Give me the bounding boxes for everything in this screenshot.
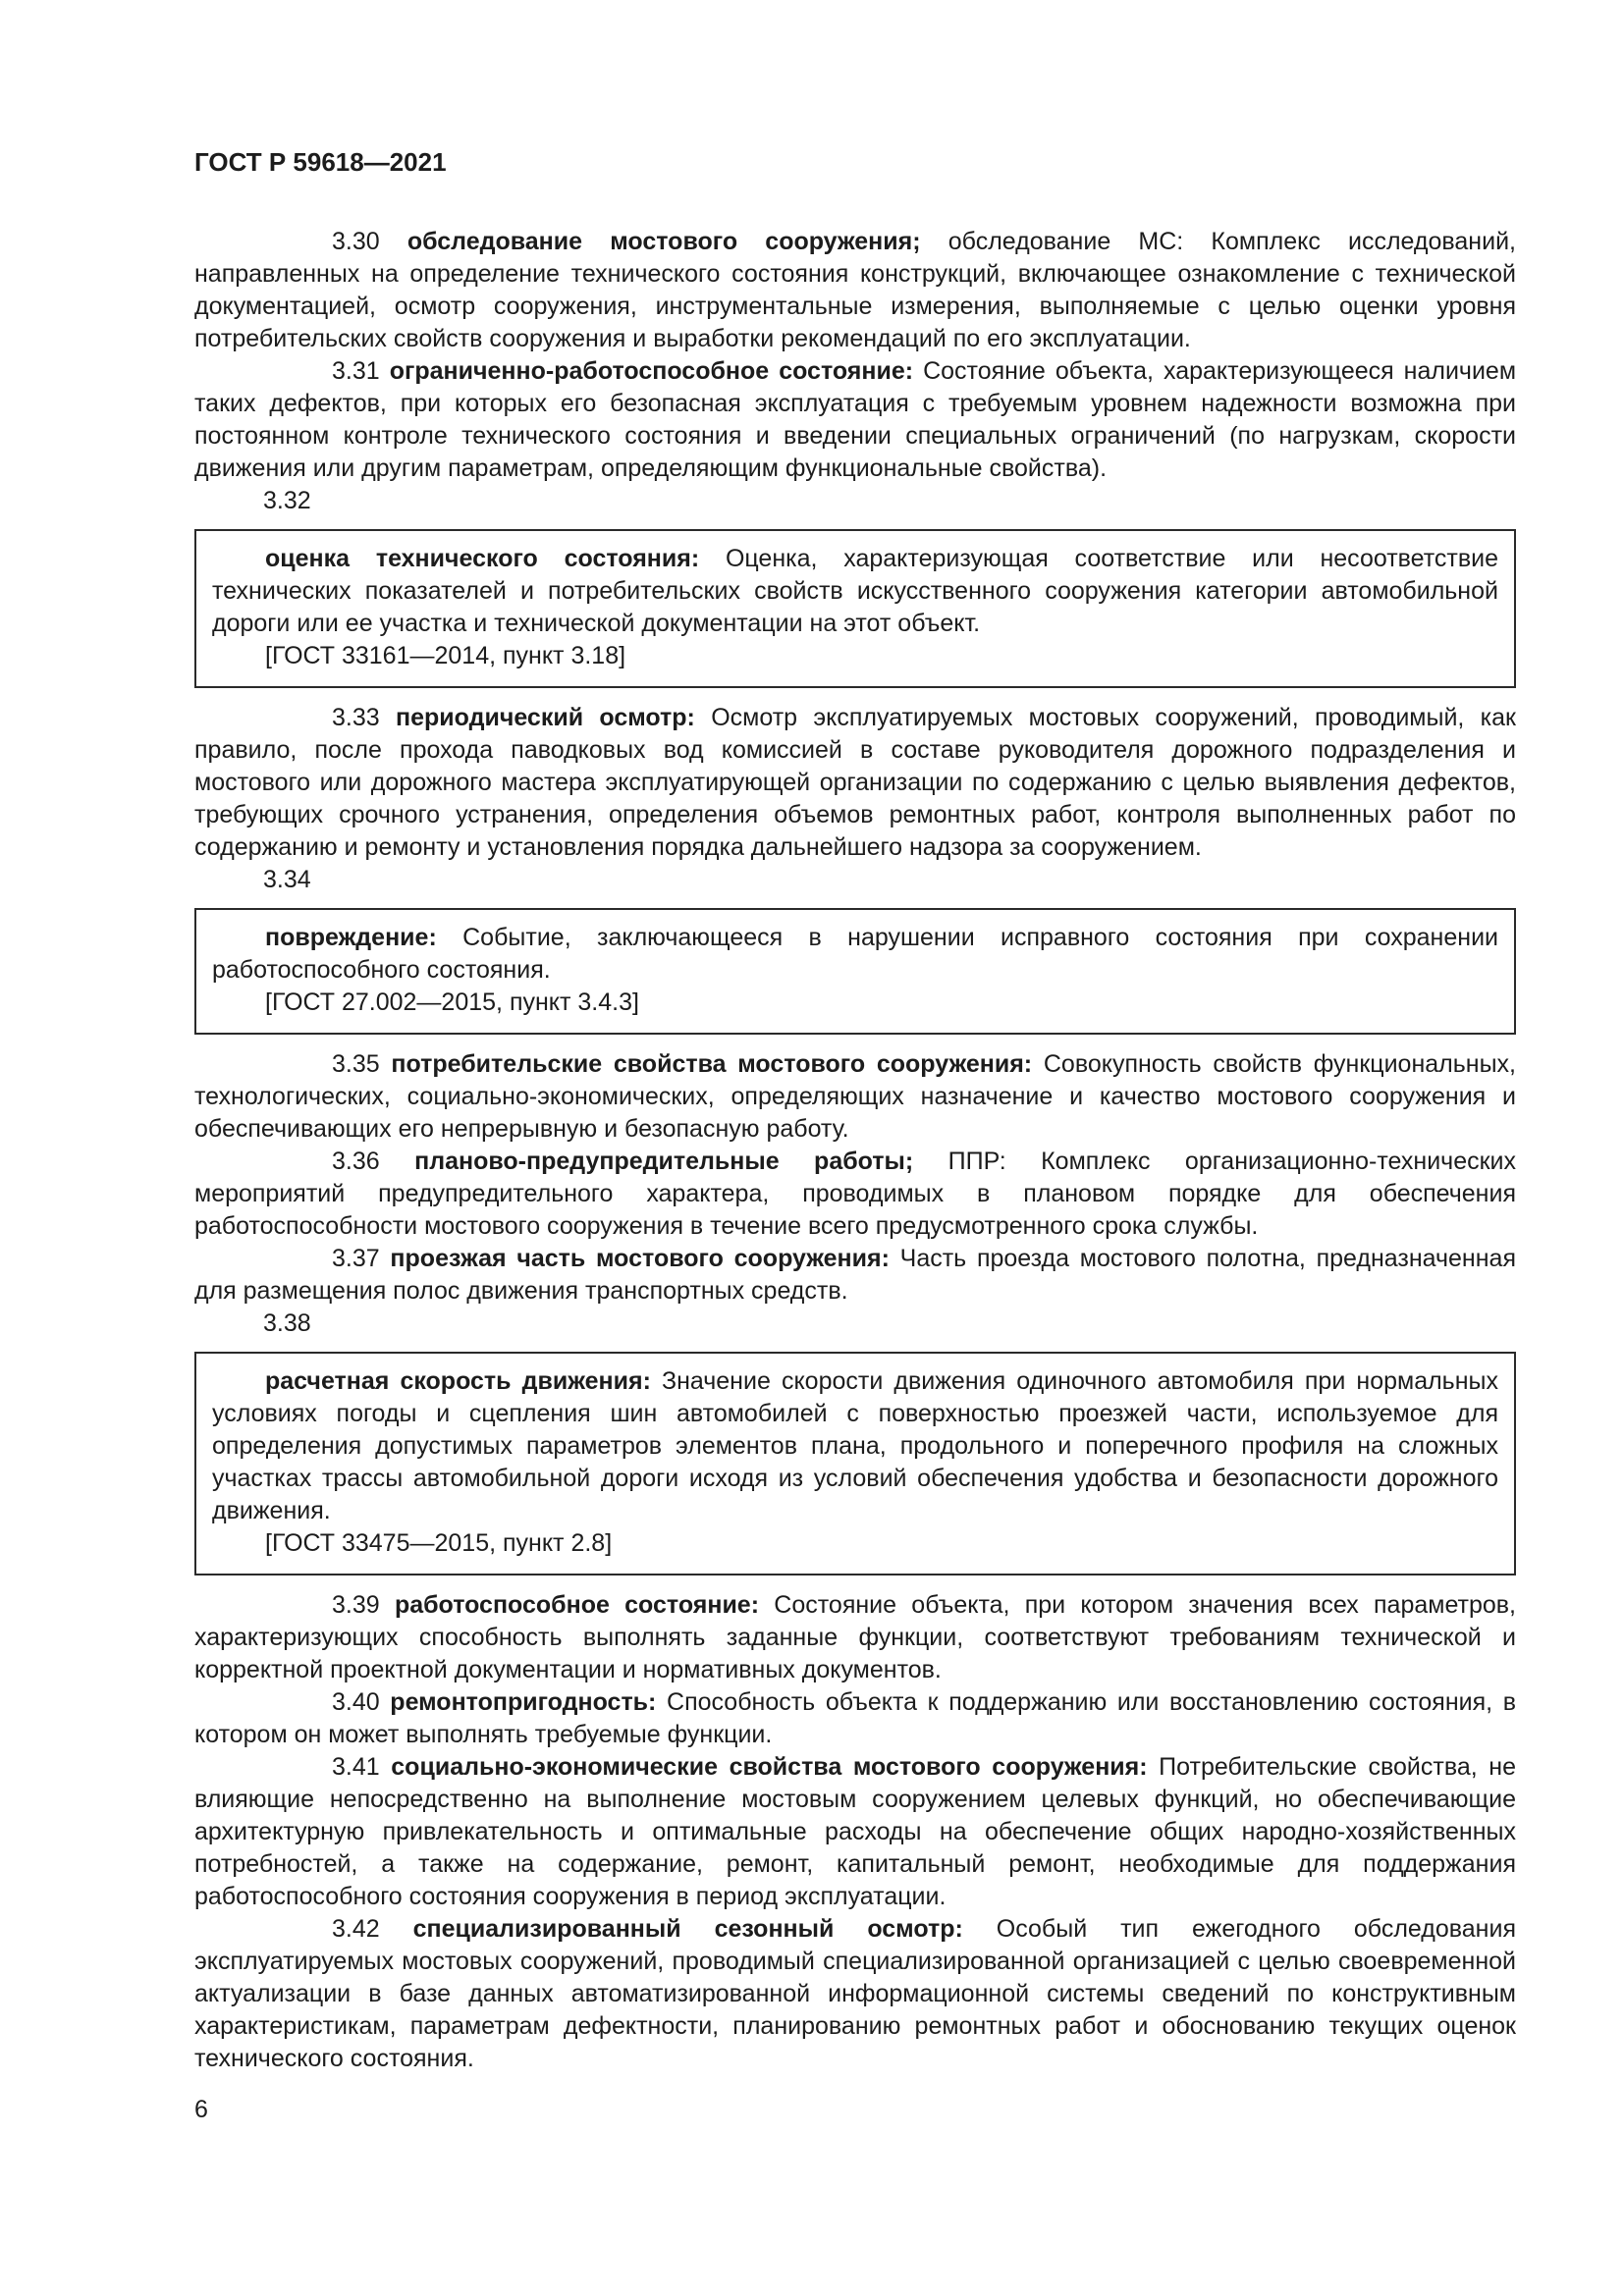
- entry-number: 3.36: [332, 1148, 380, 1175]
- source-reference: [ГОСТ 27.002—2015, пункт 3.4.3]: [265, 988, 639, 1016]
- entry-term: потребительские свойства мостового сооружения:: [391, 1050, 1033, 1078]
- quoted-term-box-3-34: [194, 908, 1516, 1035]
- term-entry-3-31: [194, 355, 1516, 485]
- entry-term: расчетная скорость движения:: [265, 1367, 651, 1395]
- entry-number: 3.42: [332, 1915, 380, 1943]
- entry-definition: ППР: Комплекс организационно-технических мероприятий предупредительного характера, проводимых в плановом порядке для обеспечения работоспособности мостового сооружения в течение всего предусмотренного срока службы.: [194, 1148, 1516, 1240]
- page-number: 6: [194, 2096, 208, 2123]
- entry-definition: Значение скорости движения одиночного автомобиля при нормальных условиях погоды и сцепления шин автомобилей с поверхностью проезжей части, используемое для определения допустимых параметров элементов плана, продольного и поперечного профиля на сложных участках трассы автомобильной дороги исходя из условий обеспечения удобства и безопасности дорожного движения.: [212, 1367, 1498, 1524]
- entry-term: ремонтопригодность:: [390, 1688, 657, 1716]
- entry-number: 3.40: [332, 1688, 380, 1716]
- entry-definition: Потребительские свойства, не влияющие непосредственно на выполнение мостовым сооружением целевых функций, но обеспечивающие архитектурную привлекательность и оптимальные расходы на обеспечение общих народно-хозяйственных потребностей, а также на содержание, ремонт, капитальный ремонт, необходимые для поддержания работоспособного состояния сооружения в период эксплуатации.: [194, 1753, 1516, 1910]
- term-entry-3-30: [194, 226, 1516, 355]
- term-entry-3-36: [194, 1146, 1516, 1243]
- entry-definition: Осмотр эксплуатируемых мостовых сооружений, проводимый, как правило, после прохода паводковых вод комиссией в составе руководителя дорожного подразделения и мостового или дорожного мастера эксплуатирующей организации по содержанию с целью выявления дефектов, требующих срочного устранения, определения объемов ремонтных работ, контроля выполненных работ по содержанию и ремонту и установления порядка дальнейшего надзора за сооружением.: [194, 704, 1516, 861]
- entry-number: 3.33: [332, 704, 380, 731]
- entry-term: проезжая часть мостового сооружения:: [390, 1245, 890, 1272]
- term-entry-3-33: [194, 702, 1516, 864]
- quoted-term-box-3-38: [194, 1352, 1516, 1575]
- entry-term: обследование мостового сооружения;: [406, 228, 921, 255]
- term-entry-3-37: [194, 1243, 1516, 1308]
- entry-number: 3.30: [332, 228, 380, 255]
- entry-definition: Событие, заключающееся в нарушении исправного состояния при сохранении работоспособного состояния.: [212, 924, 1498, 984]
- entry-definition: обследование МС: Комплекс исследований, направленных на определение технического состояния конструкций, включающее ознакомление с технической документацией, осмотр сооружения, инструментальные измерения, выполняемые с целью оценки уровня потребительских свойств сооружения и выработки рекомендаций по его эксплуатации.: [194, 228, 1516, 352]
- entry-term: оценка технического состояния:: [265, 545, 700, 572]
- term-entry-3-42: [194, 1913, 1516, 2075]
- quoted-term-box-3-32: [194, 529, 1516, 688]
- term-entry-3-39: [194, 1589, 1516, 1686]
- entry-term: социально-экономические свойства мостового сооружения:: [391, 1753, 1148, 1781]
- standard-designation: ГОСТ Р 59618—2021: [194, 147, 447, 177]
- entry-term: периодический осмотр:: [396, 704, 695, 731]
- term-entry-3-40: [194, 1686, 1516, 1751]
- quoted-definition: [212, 1365, 1498, 1527]
- entry-definition: Совокупность свойств функциональных, технологических, социально-экономических, определяющих назначение и качество мостового сооружения и обеспечивающих его непрерывную и безопасную работу.: [194, 1050, 1516, 1143]
- entry-number: 3.35: [332, 1050, 380, 1078]
- entry-number: 3.41: [332, 1753, 380, 1781]
- entry-number-3-34: 3.34: [263, 866, 311, 893]
- quoted-definition: [212, 543, 1498, 640]
- terms-list: [194, 226, 1516, 2075]
- entry-number-3-38: 3.38: [263, 1309, 311, 1337]
- entry-number-3-32: 3.32: [263, 487, 311, 514]
- entry-definition: Особый тип ежегодного обследования эксплуатируемых мостовых сооружений, проводимый специализированной организацией с целью своевременной актуализации в базе данных автоматизированной информационной системы сведений по конструктивным характеристикам, параметрам дефектности, планированию ремонтных работ и обоснованию текущих оценок технического состояния.: [194, 1915, 1516, 2072]
- entry-number: 3.31: [332, 357, 380, 385]
- term-entry-3-41: [194, 1751, 1516, 1913]
- entry-term: специализированный сезонный осмотр:: [412, 1915, 963, 1943]
- entry-number: 3.39: [332, 1591, 380, 1619]
- entry-definition: Способность объекта к поддержанию или восстановлению состояния, в котором он может выполнять требуемые функции.: [194, 1688, 1516, 1748]
- entry-definition: Состояние объекта, при котором значения всех параметров, характеризующих способность выполнять заданные функции, соответствуют требованиям технической и корректной проектной документации и нормативных документов.: [194, 1591, 1517, 1683]
- source-reference: [ГОСТ 33475—2015, пункт 2.8]: [265, 1529, 613, 1557]
- entry-term: ограниченно-работоспособное состояние:: [389, 357, 914, 385]
- source-reference: [ГОСТ 33161—2014, пункт 3.18]: [265, 642, 626, 669]
- entry-definition: Состояние объекта, характеризующееся наличием таких дефектов, при которых его безопасная эксплуатация с требуемым уровнем надежности возможна при постоянном контроле технического состояния и введении специальных ограничений (по нагрузкам, скорости движения или другим параметрам, определяющим функциональные свойства).: [194, 357, 1517, 482]
- entry-definition: Часть проезда мостового полотна, предназначенная для размещения полос движения транспортных средств.: [194, 1245, 1516, 1305]
- term-entry-3-35: [194, 1048, 1516, 1146]
- entry-number: 3.37: [332, 1245, 380, 1272]
- entry-definition: Оценка, характеризующая соответствие или несоответствие технических показателей и потребительских свойств искусственного сооружения категории автомобильной дороги или ее участка и технической документации на этот объект.: [212, 545, 1498, 637]
- entry-term: планово-предупредительные работы;: [414, 1148, 914, 1175]
- quoted-definition: [212, 922, 1498, 987]
- entry-term: работоспособное состояние:: [394, 1591, 760, 1619]
- entry-term: повреждение:: [265, 924, 437, 951]
